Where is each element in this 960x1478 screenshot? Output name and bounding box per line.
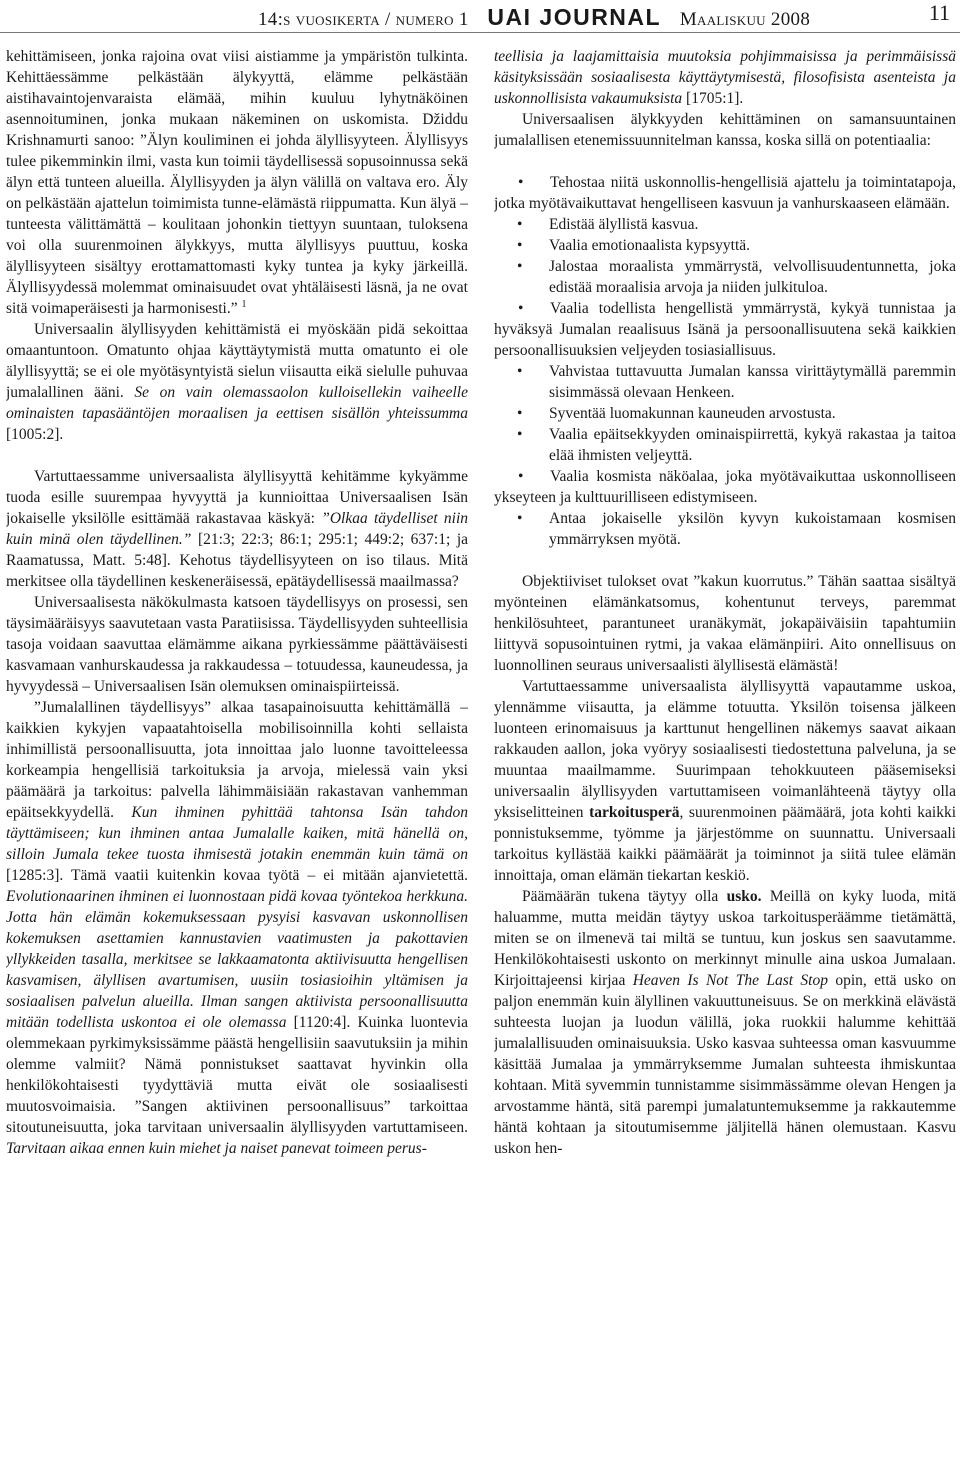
paragraph-process: Universaalisesta näkökulmasta katsoen täydellisyys on prosessi, sen täysimääräisyys saavutetaan vasta Paratiisissa. Täydellisyyden suhteellisia tasoja voidaan saavuttaa elämämme aikana pyrkiessämme päättäväisesti kasvamaan vanhurskaudessa ja rakkaudessa – totuudessa, kauneudessa, ja hyvyydessä – Universaalisen Isän olemuksen ominaispiirteissä. [6, 594, 468, 695]
list-item-text: Antaa jokaiselle yksilön kyvyn kukoistamaan kosmisen ymmärryksen myötä. [549, 510, 956, 548]
list-item [494, 172, 956, 214]
list-item-text: Syventää luomakunnan kauneuden arvostusta. [549, 405, 836, 422]
footnote-ref: 1 [241, 298, 247, 310]
list-item-text: Jalostaa moraalista ymmärrystä, velvollisuudentunnetta, joka edistää moraalisia arvoja ja niiden julkituloa. [549, 258, 956, 296]
bullet-icon: • [517, 237, 523, 254]
bullet-list [494, 172, 956, 550]
header-rule [0, 32, 960, 33]
quote: Evolutionaarinen ihminen ei luonnostaan pidä kovaa työntekoa herkkuna. Jotta hän elämän kokemuksessaan pysyisi kasvavan uskonnollisen kokemuksen asettamien kannustavien vaatimusten ja pakottavien yllykkeiden tasalla, merkitsee se lakkaamatonta aktiivisuutta hengellisen kasvamisen, älyllisen avartumisen, uusiin tosiasioihin yltämisen ja sosiaalisen palvelun alueilla. Ilman sangen aktiivista persoonallisuutta mitään todellista uskontoa ei ole olemassa [6, 888, 468, 1031]
quote: teellisia ja laajamittaisia muutoksia pohjimmaisissa ja perimmäisissä käsityksissään sosiaalisesta käyttäytymisestä, filosofisista asenteista ja uskonnollisista vakaumuksista [494, 48, 956, 107]
book-title: Heaven Is Not The Last Stop [632, 972, 828, 989]
citation: [1005:2]. [6, 426, 64, 443]
running-head [258, 4, 810, 31]
paragraph-text: Universaalin älyllisyyden kehittämistä ei myöskään pidä sekoittaa omaantuntoon. Omatunto ohjaa käyttäytymistä mutta omatunto ei ole älyllisyyttä; se ei ole myötäsyntyistä sielun viisautta eikä sielulle puhuvaa jumalallinen ääni. [6, 321, 468, 401]
list-item [494, 214, 956, 235]
citation: [1285:3]. Tämä vaatii kuitenkin kovaa työtä – ei mitään ajanvietettä. [6, 867, 468, 884]
bullet-icon: • [518, 174, 524, 191]
list-item [494, 256, 956, 298]
list-item [494, 298, 956, 361]
page-number: 11 [928, 0, 950, 25]
paragraph-text: Vartuttaessamme universaalista älyllisyyttä vapautamme uskoa, ylennämme viisautta, ja elämme totuutta. Yksilön toisensa jälkeen luonteen erinomaisuus ja karttunut hengellinen näkemys saavat aikaan rakkauden aallon, joka vyöryy sosiaalisesti tiedostettuna palveluna, ja se muuntaa maailmamme. Suurimpaan tehokkuuteen pääsemiseksi universaalin älyllisyyden vartuttamiseen voimanlähteenä täytyy olla yksiselitteinen [494, 678, 956, 821]
paragraph-perfection [6, 466, 468, 592]
quote: Se on vain olemassaolon kulloisellekin vaiheelle ominaisten tapasääntöjen moraalisen ja eettisen sisällön yhteissumma [6, 384, 468, 422]
list-item-text: Vaalia kosmista näköalaa, joka myötävaikuttaa uskonnolliseen ykseyteen ja kulttuurilliseen edistymiseen. [494, 468, 956, 506]
paragraph-results: Objektiiviset tulokset ovat ”kakun kuorrutus.” Tähän saattaa sisältyä myönteinen elämänkatsomus, kohentunut terveys, paremmat henkilösuhteet, parantuneet uranäkymät, jokapäiväisiin tapahtumiin liittyvä sopusointuinen rytmi, ja vakaa elämänpiiri. Aito onnellisuus on luonnollinen seuraus universaalisti älyllisestä elämästä! [494, 573, 956, 674]
list-item-text: Vaalia emotionaalista kypsyyttä. [549, 237, 751, 254]
paragraph-text: kehittämiseen, jonka rajoina ovat viisi aistiamme ja ympäristön tulkinta. Kehittäessämme pelkästään älykyyttä, elämme pelkästään aistihavaintojenvaraista elämää, mihin kuuluu lyhytnäköinen asennoituminen, jonka mukaan näkeminen on uskomista. Džiddu Krishnamurti sanoo: ”Älyn kouliminen ei johda älyllisyyteen. Älyllisyys tulee pikemminkin ilmi, vasta kun toimii täydellisessä sopusoinnussa sekä älyn että tunteen alueilla. Älyllisyyden ja älyn välillä on valtava ero. Äly on pelkästään ajattelun toimimista tunne-elämästä riippumatta. Kun älyä – tunteesta välittämättä – koulitaan johonkin tiettyyn suuntaan, tuloksena voi olla suurenmoinen älykkyys, mutta älyllisyys puuttuu, koska älyllisyyteen sisältyy erottamattomasti kyky tuntea ja kyky järkeillä. Älyllisyydessä molemmat ominaisuudet ovat yhtäläisesti läsnä, ja ne ovat sitä voimaperäisesti ja harmonisesti.” [6, 48, 468, 317]
list-item [494, 403, 956, 424]
paragraph-intelligence [6, 46, 468, 319]
paragraph-text: [21:3; 22:3; 86:1; 295:1; 449:2; 637:1; ja Raamatussa, Matt. 5:48]. Kehotus täydellisyyteen on iso tilaus. Mitä merkitsee olla täydellinen keskeneräisessä, epätäydellisessä maailmassa? [6, 531, 468, 590]
paragraph-text: Päämäärän tukena täytyy olla [522, 888, 719, 905]
issue-label: 14:s vuosikerta / numero 1 [258, 9, 469, 30]
quote: ”Olkaa täydelliset niin kuin minä olen täydellinen.” [6, 510, 468, 548]
citation: [1705:1]. [686, 90, 744, 107]
paragraph-text: , suurenmoinen päämäärä, jota kohti kaikki ponnistuksemme, työmme ja järjestömme on suunnattu. Universaali tarkoitus kyllästää kaikki päämäärät ja toiminnot ja siitä tulee elämän innoittaja, oman elämän tiekartan keskiö. [494, 804, 956, 884]
paragraph-continued-quote [494, 46, 956, 109]
bullet-icon: • [517, 426, 523, 443]
list-item [494, 424, 956, 466]
issue-date: Maaliskuu 2008 [679, 9, 811, 30]
page-header [0, 0, 960, 28]
paragraph-text: Vartuttaessamme universaalista älyllisyyttä kehitämme kykyämme tuoda esille suurempaa hyvyyttä ja kunnioittaa Universaalisen Isän jokaiselle yksilölle esittämää rakastavaa käskyä: [6, 468, 468, 527]
bullet-icon: • [517, 216, 523, 233]
quote: Tarvitaan aikaa ennen kuin miehet ja naiset panevat toimeen perus- [6, 1140, 427, 1157]
list-item [494, 508, 956, 550]
journal-title: UAI JOURNAL [487, 4, 662, 30]
paragraph-divine-perfection [6, 697, 468, 1159]
list-item [494, 235, 956, 256]
list-item [494, 361, 956, 403]
right-column [494, 46, 956, 1474]
paragraph-purpose [494, 676, 956, 886]
paragraph-text: ”Jumalallinen täydellisyys” alkaa tasapainoisuutta kehittämällä – kaikkien kykyjen vapaatahtoisella mobilisoinnilla kohti sellaista inhimillistä persoonallisuutta, jota innoittaa jalo luonne tavoitteleessa korkeampia hengellisiä tarkoituksia ja arvoja, mielessä vain yksi päämäärä ja tarkoitus: palvella lähimmäisiään rakastavan vanhemman epäitsekkyydellä. [6, 699, 468, 821]
bullet-icon: • [518, 468, 524, 485]
emphasis: tarkoitusperä [589, 804, 680, 821]
list-item-text: Tehostaa niitä uskonnollis-hengellisiä ajattelu ja toimintatapoja, jotka myötävaikuttavat hengelliseen kasvuun ja vanhurskaaseen elämään. [494, 174, 956, 212]
paragraph-faith [494, 886, 956, 1159]
paragraph-text: Meillä on kyky luoda, mitä haluamme, mutta meidän täytyy uskoa tarkoitusperäämme tietämättä, miten se on ilmenevä tai miltä se tuntuu, kun joskus sen saavutamme. Henkilökohtaisesti uskonto on merkinnyt minulle aina uskoa Jumalaan. Kirjoittajeensi kirjaa [494, 888, 956, 989]
paragraph-text: [1120:4]. Kuinka luontevia olemmekaan pyrkimyksissämme päästä hengellisiin saavutuksiin ja mihin olemme valmiit? Nämä ponnistukset saattavat hyvinkin olla henkilökohtaisesti tyydyttäviä mutta eivät ole sosiaalisesti muutosvoimaisia. ”Sangen aktiivinen persoonallisuus” tarkoittaa sitoutuneisuutta, joka tarvitaan universaalin älyllisyyden vartuttamiseen. [6, 1014, 468, 1136]
list-item-text: Edistää älyllistä kasvua. [549, 216, 699, 233]
list-item-text: Vaalia epäitsekkyyden ominaispiirrettä, kykyä rakastaa ja taitoa elää ihmisten veljeyttä. [549, 426, 956, 464]
list-item-text: Vahvistaa tuttavuutta Jumalan kanssa virittäytymällä paremmin sisimmässä olevaan Henkeen. [549, 363, 956, 401]
quote: Kun ihminen pyhittää tahtonsa Isän tahdon täyttämiseen; kun ihminen antaa Jumalalle kaiken, mitä hänellä on, silloin Jumala tekee tuosta ihmisestä jotakin enemmän kuin tämä on [6, 804, 468, 863]
bullet-icon: • [517, 405, 523, 422]
paragraph-plan: Universaalisen älykkyyden kehittäminen on samansuuntainen jumalallisen etenemissuunnitelman kanssa, koska sillä on potentiaalia: [494, 111, 956, 149]
bullet-icon: • [518, 300, 524, 317]
paragraph-conscience [6, 319, 468, 445]
bullet-icon: • [517, 258, 523, 275]
bullet-icon: • [517, 363, 523, 380]
left-column [6, 46, 468, 1474]
bullet-icon: • [517, 510, 523, 527]
list-item [494, 466, 956, 508]
paragraph-text: opin, että usko on paljon enemmän kuin älyllinen vakuuttuneisuus. Se on merkkinä elävästä suhteesta luojan ja luodun välillä, joka ruokkii halumme kehittää jumalallisuuden ominaisuuksia. Usko kasvaa suhteessa oman kasvuumme käsittää Jumalaa ja ymmärryksemme Jumalan suhteesta ihmiskuntaa kohtaan. Mitä syvemmin tunnistamme sisimmässämme olevan Hengen ja arvostamme häntä, sitä parempi jumalatuntemuksemme ja rakkautemme häntä kohtaan ja sitoutumisemme jäljitellä hänen olemustaan. Kasvu uskon hen- [494, 972, 956, 1157]
emphasis: usko. [726, 888, 762, 905]
list-item-text: Vaalia todellista hengellistä ymmärrystä, kykyä tunnistaa ja hyväksyä Jumalan reaalisuus Isänä ja persoonallisuutena sekä kaikkien persoonallisuuksien veljeyden tosiasiallisuus. [494, 300, 956, 359]
